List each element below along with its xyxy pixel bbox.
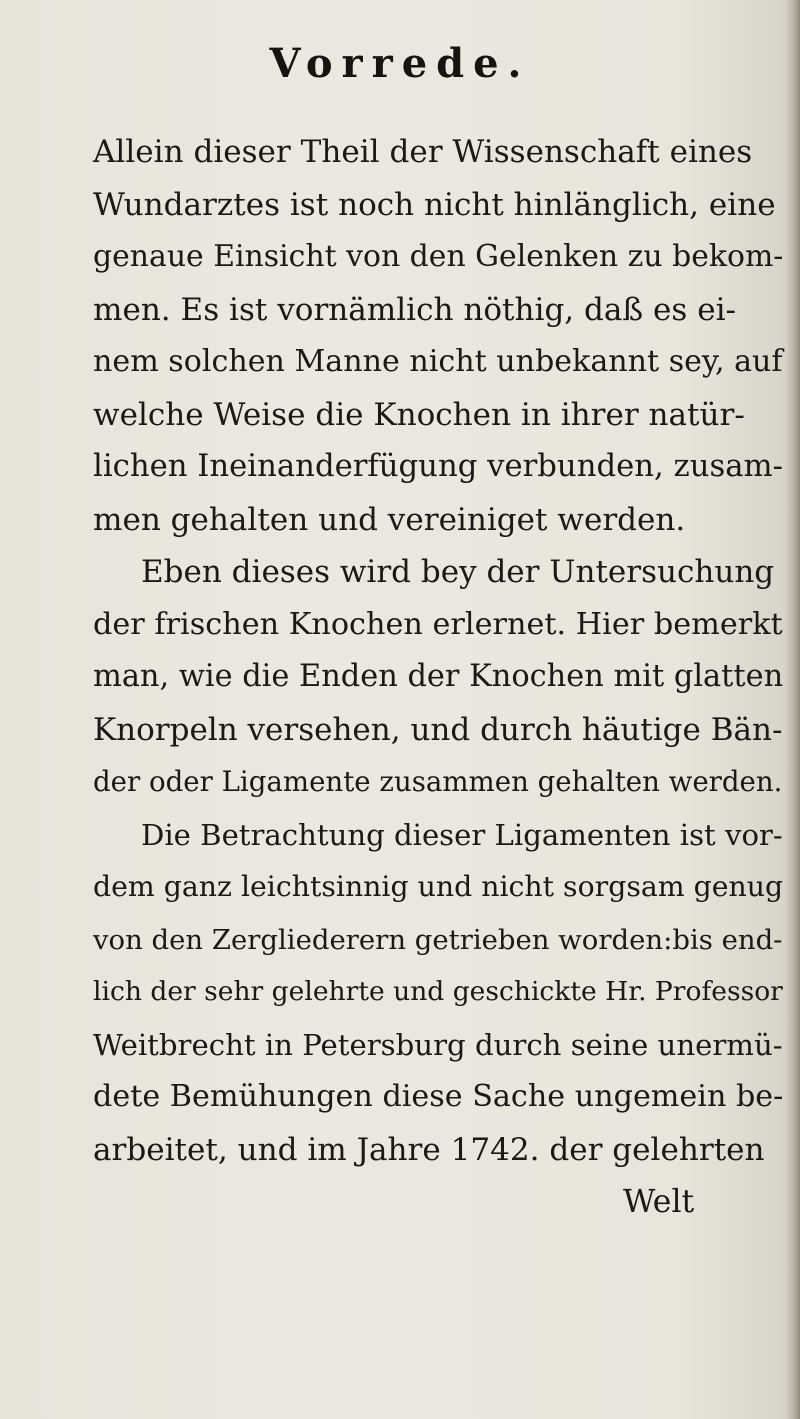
text-line: welche Weise die Knochen in ihrer natür- [93, 396, 745, 433]
text-line: Allein dieser Theil der Wissenschaft eines [93, 134, 753, 170]
text-line: men gehalten und vereiniget werden. [93, 501, 686, 538]
text-line: dem ganz leichtsinnig und nicht sorgsam genug [93, 870, 784, 903]
text-line: lichen Ineinanderfügung verbunden, zusam- [93, 449, 783, 484]
text-line: Eben dieses wird bey der Untersuchung [141, 554, 775, 590]
text-line: Weitbrecht in Petersburg durch seine unermü- [93, 1027, 783, 1062]
text-line: dete Bemühungen diese Sache ungemein be- [93, 1079, 784, 1114]
text-line: nem solchen Manne nicht unbekannt sey, auf [93, 344, 783, 379]
running-head: Vorrede. [269, 40, 531, 87]
text-line: genaue Einsicht von den Gelenken zu bekom- [93, 239, 784, 274]
text-line: arbeitet, und im Jahre 1742. der gelehrten [93, 1131, 765, 1168]
text-line: der frischen Knochen erlernet. Hier bemerkt [93, 606, 783, 642]
text-line: men. Es ist vornämlich nöthig, daß es ei- [93, 291, 737, 328]
text-line: Knorpeln versehen, und durch häutige Bän- [93, 711, 783, 748]
text-line: Wundarztes ist noch nicht hinlänglich, eine [93, 186, 776, 223]
catchword: Welt [623, 1184, 695, 1220]
body-text [93, 126, 793, 1229]
text-line: Die Betrachtung dieser Ligamenten ist vor- [141, 817, 783, 852]
text-line: der oder Ligamente zusammen gehalten werden. [93, 765, 783, 798]
text-line: lich der sehr gelehrte und geschickte Hr. Professor [93, 976, 783, 1007]
text-line: man, wie die Enden der Knochen mit glatten [93, 659, 784, 694]
text-line: von den Zergliederern getrieben worden:bis end- [93, 923, 783, 956]
